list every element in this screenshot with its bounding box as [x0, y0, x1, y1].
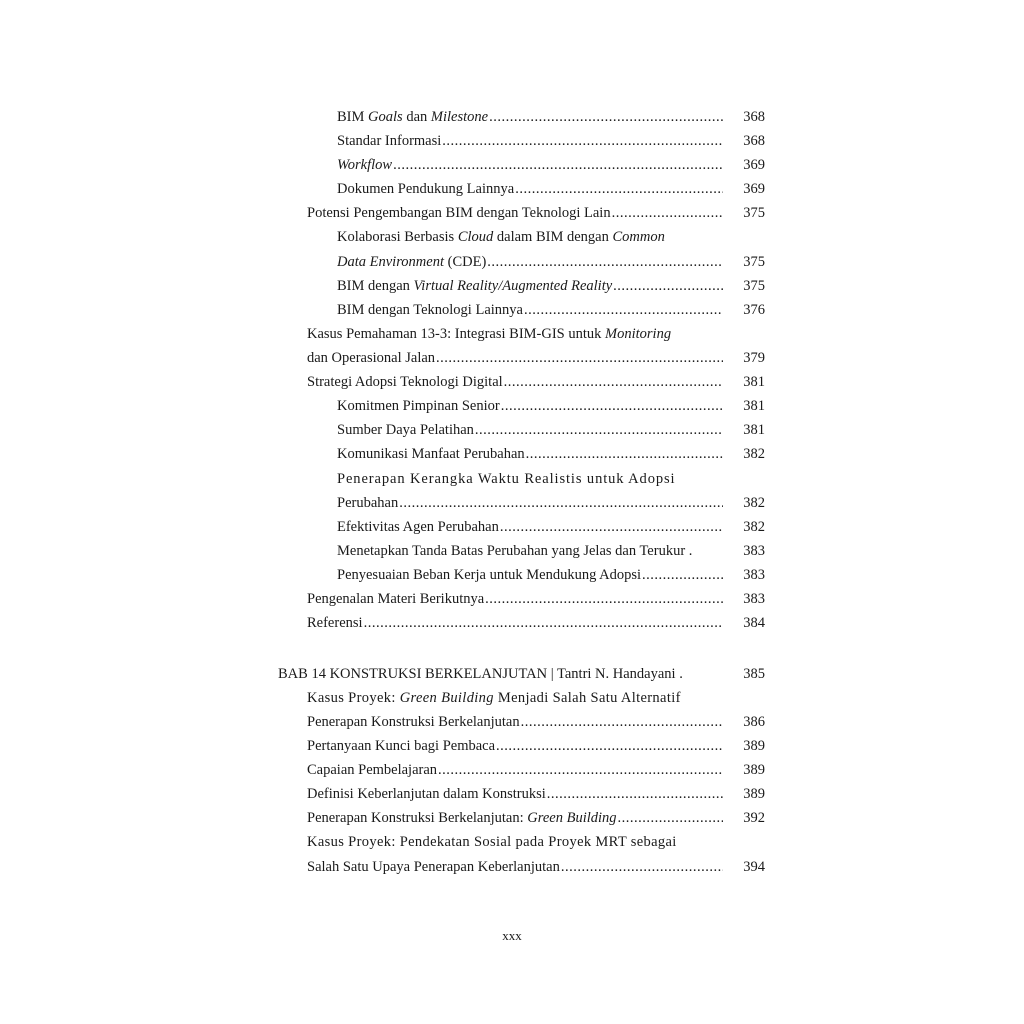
toc-text-segment: Milestone [430, 109, 489, 125]
dot-leader [504, 372, 723, 392]
toc-text-segment: Menetapkan Tanda Batas Perubahan yang Jelas dan Terukur . [337, 543, 693, 559]
toc-page-number: 379 [743, 350, 765, 366]
toc-entry-text [278, 664, 683, 684]
toc-text-segment: Sumber Daya Pelatihan [337, 422, 474, 438]
toc-text-segment: Menjadi Salah Satu Alternatif [493, 690, 681, 706]
toc-entry-text [307, 372, 503, 392]
toc-entry [337, 227, 765, 247]
dot-leader [613, 276, 723, 296]
toc-page-number: 389 [743, 738, 765, 754]
dot-leader [475, 420, 723, 440]
toc-entry [307, 832, 765, 852]
toc-entry-text [337, 420, 474, 440]
toc-text-segment: Cloud [457, 229, 494, 245]
toc-entry-text [337, 107, 488, 127]
toc-page-number: 383 [743, 567, 765, 583]
toc-entry-title [337, 179, 723, 199]
dot-leader [496, 736, 723, 756]
toc-entry-text [337, 469, 675, 489]
toc-text-segment: Green Building [527, 810, 617, 826]
toc-page-number: 375 [743, 205, 765, 221]
toc-entry [307, 348, 765, 368]
toc-text-segment: Standar Informasi [337, 133, 442, 149]
dot-leader [678, 832, 703, 852]
toc-text-segment: Pertanyaan Kunci bagi Pembaca [307, 738, 496, 754]
toc-entry-title [307, 760, 723, 780]
toc-page-number: 368 [743, 133, 765, 149]
toc-entry-title [337, 396, 723, 416]
toc-entry [337, 396, 765, 416]
toc-entry-text [307, 613, 363, 633]
toc-text-segment: (CDE) [444, 254, 487, 270]
toc-entry-title [337, 517, 723, 537]
toc-entry-text [337, 493, 398, 513]
dot-leader [666, 227, 703, 247]
toc-text-segment: BAB 14 KONSTRUKSI BERKELANJUTAN | Tantri N. Handayani . [278, 666, 683, 682]
dot-leader [438, 760, 723, 780]
toc-page-number: 376 [743, 302, 765, 318]
toc-entry-title [307, 203, 723, 223]
toc-text-segment: dan [402, 109, 431, 125]
toc-entry [337, 252, 765, 272]
dot-leader [489, 107, 723, 127]
dot-leader [436, 348, 723, 368]
toc-entry-text [337, 252, 486, 272]
toc-entry-text [337, 396, 500, 416]
toc-entry-text [307, 760, 437, 780]
toc-page-number: 375 [743, 254, 765, 270]
toc-entry-title [307, 348, 723, 368]
toc-entry [337, 469, 765, 489]
toc-text-segment: Virtual Reality/Augmented Reality [413, 278, 613, 294]
toc-entry-title [307, 736, 723, 756]
toc-entry-title [337, 300, 723, 320]
toc-page-number: 389 [743, 762, 765, 778]
toc-text-segment: Kasus Proyek: [307, 690, 400, 706]
dot-leader [676, 469, 703, 489]
toc-entry [337, 300, 765, 320]
toc-page-number: 369 [743, 181, 765, 197]
toc-entry [307, 324, 765, 344]
toc-entry-text [307, 589, 484, 609]
dot-leader [399, 493, 723, 513]
toc-entry-title [337, 469, 703, 489]
toc-page-number: 384 [743, 615, 765, 631]
dot-leader [547, 784, 723, 804]
dot-leader [612, 203, 723, 223]
toc-entry-text [337, 565, 641, 585]
dot-leader [485, 589, 723, 609]
toc-page-number: 385 [743, 666, 765, 682]
toc-entry-title [307, 808, 723, 828]
toc-entry-text [307, 784, 546, 804]
toc-entry [337, 107, 765, 127]
toc-text-segment: Definisi Keberlanjutan dalam Konstruksi [307, 786, 546, 802]
toc-page-number: 382 [743, 519, 765, 535]
toc-entry-title [307, 324, 703, 344]
dot-leader [442, 131, 723, 151]
toc-entry [307, 613, 765, 633]
page-number: xxx [502, 928, 522, 943]
toc-text-segment: dan Operasional Jalan [307, 350, 436, 366]
toc-entry-text [337, 155, 392, 175]
toc-entry [337, 517, 765, 537]
toc-text-segment: Monitoring [605, 326, 672, 342]
dot-leader [524, 300, 723, 320]
toc-entry-title [337, 444, 723, 464]
toc-entry [307, 712, 765, 732]
toc-page-number: 381 [743, 398, 765, 414]
toc-text-segment: Green Building [399, 690, 494, 706]
toc-text-segment: Goals [368, 109, 403, 125]
toc-entry-title [307, 857, 723, 877]
dot-leader [693, 541, 723, 561]
toc-text-segment: Dokumen Pendukung Lainnya [337, 181, 515, 197]
dot-leader [561, 857, 723, 877]
toc-entry-title [337, 155, 723, 175]
dot-leader [521, 712, 723, 732]
toc-entry-text [337, 179, 514, 199]
toc-text-segment: Common [612, 229, 665, 245]
toc-text-segment: BIM dengan [337, 278, 414, 294]
toc-entry [337, 276, 765, 296]
toc-text-segment: Kolaborasi Berbasis [337, 229, 458, 245]
toc-text-segment: Efektivitas Agen Perubahan [337, 519, 499, 535]
toc-entry [307, 760, 765, 780]
toc-entry-title [337, 227, 703, 247]
toc-entry [337, 541, 765, 561]
toc-entry [337, 155, 765, 175]
dot-leader [515, 179, 723, 199]
toc-entry-text [307, 203, 611, 223]
toc-entry [337, 420, 765, 440]
toc-entry-text [337, 300, 523, 320]
toc-entry-title [337, 541, 723, 561]
toc-entry-text [337, 227, 665, 247]
toc-text-segment: Strategi Adopsi Teknologi Digital [307, 374, 503, 390]
toc-entry-title [307, 832, 703, 852]
toc-entry-title [307, 589, 723, 609]
toc-entry-text [307, 688, 681, 708]
dot-leader [682, 688, 703, 708]
toc-text-segment: Komunikasi Manfaat Perubahan [337, 446, 525, 462]
toc-text-segment: Capaian Pembelajaran [307, 762, 438, 778]
toc-entry-title [337, 420, 723, 440]
toc-text-segment: Penerapan Kerangka Waktu Realistis untuk Adopsi [337, 471, 676, 487]
toc-entry-title [307, 372, 723, 392]
toc-text-segment: Potensi Pengembangan BIM dengan Teknologi Lain [307, 205, 611, 221]
toc-entry [337, 179, 765, 199]
dot-leader [618, 808, 723, 828]
toc-entry-text [337, 131, 441, 151]
toc-text-segment: Referensi [307, 615, 363, 631]
toc-text-segment: Perubahan [337, 495, 399, 511]
toc-text-segment: BIM dengan Teknologi Lainnya [337, 302, 523, 318]
toc-entry-text [307, 324, 671, 344]
toc-entry [307, 589, 765, 609]
toc-entry [307, 857, 765, 877]
toc-text-segment: Data Environment [337, 254, 444, 270]
toc-text-segment: Pengenalan Materi Berikutnya [307, 591, 485, 607]
toc-page-number: 382 [743, 446, 765, 462]
toc-entry-title [307, 688, 703, 708]
toc-entry-title [337, 493, 723, 513]
toc-entry-title [307, 784, 723, 804]
toc-entry [337, 493, 765, 513]
toc-entry-text [307, 857, 560, 877]
toc-entry-text [337, 444, 525, 464]
toc-entry [307, 808, 765, 828]
toc-page-number: 383 [743, 591, 765, 607]
dot-leader [364, 613, 723, 633]
toc-entry-text [337, 517, 499, 537]
toc-entry [307, 688, 765, 708]
toc-page-number: 386 [743, 714, 765, 730]
toc-text-segment: Kasus Pemahaman 13-3: Integrasi BIM-GIS untuk [307, 326, 606, 342]
toc-page-number: 375 [743, 278, 765, 294]
toc-page-number: 383 [743, 543, 765, 559]
toc-text-segment: Salah Satu Upaya Penerapan Keberlanjutan [307, 859, 560, 875]
toc-entry-title [307, 613, 723, 633]
toc-entry [307, 203, 765, 223]
dot-leader [500, 517, 723, 537]
toc-text-segment: Penerapan Konstruksi Berkelanjutan: [307, 810, 528, 826]
toc-entry-text [337, 541, 692, 561]
toc-page-number: 389 [743, 786, 765, 802]
toc-entry-title [307, 712, 723, 732]
toc-page-number: 394 [743, 859, 765, 875]
toc-text-segment: dalam BIM dengan [493, 229, 613, 245]
toc-page-number: 381 [743, 374, 765, 390]
toc-text-segment: Penyesuaian Beban Kerja untuk Mendukung Adopsi [337, 567, 642, 583]
toc-entry-title [337, 276, 723, 296]
toc-entry [337, 131, 765, 151]
dot-leader [501, 396, 723, 416]
toc-entry-text [337, 276, 612, 296]
dot-leader [642, 565, 723, 585]
toc-entry [307, 736, 765, 756]
toc-entry [337, 444, 765, 464]
toc-entry-text [307, 712, 520, 732]
toc-page-number: 381 [743, 422, 765, 438]
toc-chapter-entry [278, 664, 765, 684]
dot-leader [487, 252, 723, 272]
toc-entry-title [337, 252, 723, 272]
toc-text-segment: Kasus Proyek: Pendekatan Sosial pada Proyek MRT sebagai [307, 834, 677, 850]
toc-page-number: 382 [743, 495, 765, 511]
dot-leader [684, 664, 723, 684]
toc-page-number: 392 [743, 810, 765, 826]
toc-page-number: 368 [743, 109, 765, 125]
toc-entry-text [307, 348, 435, 368]
toc-text-segment: BIM [337, 109, 369, 125]
toc-entry [307, 372, 765, 392]
dot-leader [526, 444, 723, 464]
toc-entry-text [307, 832, 677, 852]
dot-leader [672, 324, 703, 344]
toc-text-segment: Workflow [337, 157, 393, 173]
toc-entry-title [278, 664, 723, 684]
toc-entry-title [337, 565, 723, 585]
toc-page-number: 369 [743, 157, 765, 173]
toc-entry-text [307, 736, 495, 756]
toc-entry [337, 565, 765, 585]
dot-leader [393, 155, 723, 175]
toc-entry [307, 784, 765, 804]
toc-text-segment: Komitmen Pimpinan Senior [337, 398, 500, 414]
toc-entry-title [337, 131, 723, 151]
toc-entry-text [307, 808, 617, 828]
toc-entry-title [337, 107, 723, 127]
toc-text-segment: Penerapan Konstruksi Berkelanjutan [307, 714, 520, 730]
